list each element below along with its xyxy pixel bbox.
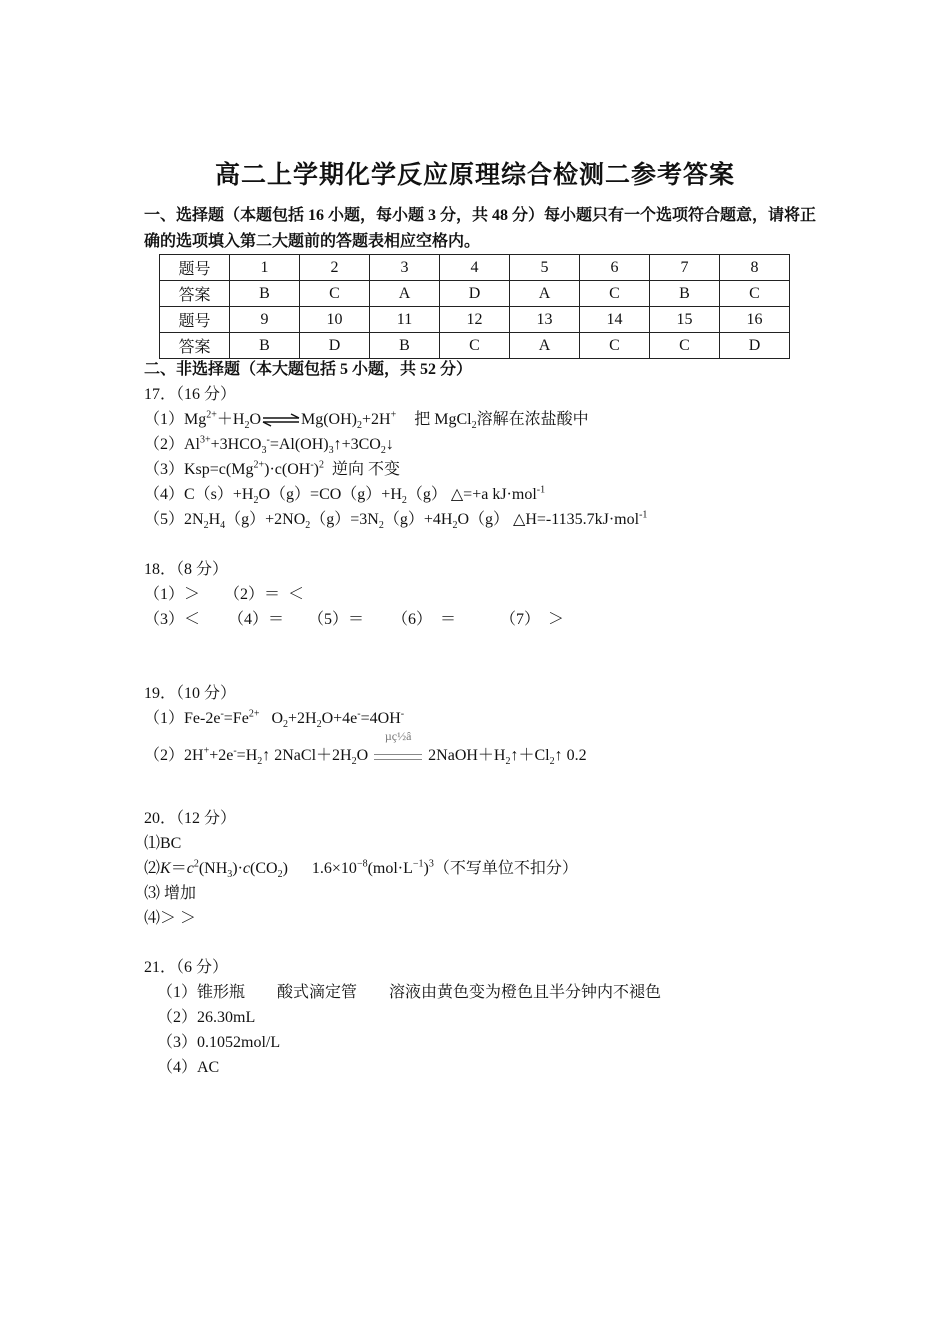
table-row <box>160 255 790 281</box>
table-cell: C <box>580 333 650 359</box>
q21-answer-4: （4）AC <box>157 1059 220 1076</box>
table-cell: B <box>370 333 440 359</box>
q20-header: 20．（12 分） <box>144 810 237 827</box>
table-cell: B <box>230 333 300 359</box>
section2-heading: 二、非选择题（本大题包括 5 小题，共 52 分） <box>144 361 473 378</box>
q18-header: 18．（8 分） <box>144 561 229 578</box>
table-cell: B <box>650 281 720 307</box>
q21-answer-2: （2）26.30mL <box>157 1009 256 1026</box>
table-cell: D <box>300 333 370 359</box>
q20-answer-2: $⑵K=c^2(NH_3)\cdot c(CO_2)$ $1.6\times 10^{-8}(mol\cdot L^{-1})^3$（不写单位不扣分） <box>144 858 578 881</box>
q21-header: 21．（6 分） <box>144 959 229 976</box>
answer-table <box>159 254 790 359</box>
row-label: 题号 <box>160 307 230 333</box>
table-cell: 11 <box>370 307 440 333</box>
q20-answer-3: ⑶ 增加 <box>144 885 197 902</box>
table-cell: 7 <box>650 255 720 281</box>
table-cell: 1 <box>230 255 300 281</box>
reaction-condition-label: µç½â <box>384 729 412 744</box>
table-row <box>160 333 790 359</box>
table-cell: D <box>720 333 790 359</box>
table-cell: 16 <box>720 307 790 333</box>
q17-answer-4: $(4)C(s)+H_2O(g)=CO(g)+H_2(g)$ △=+a kJ·mol$^{-1}$ <box>144 484 546 507</box>
table-cell: 10 <box>300 307 370 333</box>
table-cell: 3 <box>370 255 440 281</box>
q19-answer-1: $(1)Fe-2e^-=Fe^{2+}$ $O_2+2H_2O+4e^-=4OH^-$ <box>144 708 405 731</box>
table-cell: C <box>720 281 790 307</box>
q17-answer-1: $(1)Mg^{2+}+H_2O$ $Mg(OH)_2+2H^+$ 把 MgCl$_2$溶解在浓盐酸中 <box>144 409 589 432</box>
q17-answer-5: $(5)2N_2H_4(g)+2NO_2(g)=3N_2(g)+4H_2O(g)$ △H=-1135.7kJ·mol$^{-1}$ <box>144 509 648 532</box>
table-row <box>160 307 790 333</box>
table-cell: A <box>510 333 580 359</box>
table-cell: 14 <box>580 307 650 333</box>
table-cell: C <box>650 333 720 359</box>
table-cell: B <box>230 281 300 307</box>
q17-answer-2: $(2)Al^{3+}+3HCO_3^-=Al(OH)_3↑+3CO_2↓$ <box>144 434 394 457</box>
table-cell: 8 <box>720 255 790 281</box>
q21-answer-3: （3）0.1052mol/L <box>157 1034 281 1051</box>
table-cell: C <box>580 281 650 307</box>
q19-answer-2: $(2)2H^++2e^-=H_2↑$ $2NaCl+2H_2O$ µç½â $2NaOH+H_2↑+Cl_2↑$ 0.2 <box>144 746 587 766</box>
page-title: 高二上学期化学反应原理综合检测二参考答案 <box>214 162 735 189</box>
table-cell: A <box>370 281 440 307</box>
table-cell: 13 <box>510 307 580 333</box>
table-cell: 9 <box>230 307 300 333</box>
section1-instruction-line2: 确的选项填入第二大题前的答题表相应空格内。 <box>144 233 481 250</box>
table-cell: 6 <box>580 255 650 281</box>
q17-answer-3: $(3)Ksp=c(Mg^{2+})\cdot c(OH^-)^2$ 逆向 不变 <box>144 459 400 478</box>
table-cell: C <box>440 333 510 359</box>
table-cell: 4 <box>440 255 510 281</box>
electrolysis-condition <box>374 729 422 764</box>
table-cell: 12 <box>440 307 510 333</box>
q18-answer-line1: （1）＞ （2）＝ ＜ <box>144 586 305 603</box>
table-row <box>160 281 790 307</box>
row-label: 答案 <box>160 281 230 307</box>
row-label: 答案 <box>160 333 230 359</box>
section1-instruction-line1: 一、选择题（本题包括 16 小题，每小题 3 分，共 48 分）每小题只有一个选项符合题意，请将正 <box>144 207 817 224</box>
q17-header: 17．（16 分） <box>144 386 237 403</box>
q20-answer-1: ⑴BC <box>144 835 182 852</box>
q20-answer-4: ⑷＞ ＞ <box>144 910 197 927</box>
table-cell: C <box>300 281 370 307</box>
table-cell: D <box>440 281 510 307</box>
table-cell: 2 <box>300 255 370 281</box>
equilibrium-arrow-icon <box>261 413 301 427</box>
table-cell: A <box>510 281 580 307</box>
row-label: 题号 <box>160 255 230 281</box>
q21-answer-1: （1）锥形瓶 酸式滴定管 溶液由黄色变为橙色且半分钟内不褪色 <box>157 984 662 1001</box>
q19-header: 19．（10 分） <box>144 685 237 702</box>
table-cell: 15 <box>650 307 720 333</box>
table-cell: 5 <box>510 255 580 281</box>
q18-answer-line2: （3）＜ （4）＝ （5）＝ （6） ＝ （7） ＞ <box>144 611 565 628</box>
